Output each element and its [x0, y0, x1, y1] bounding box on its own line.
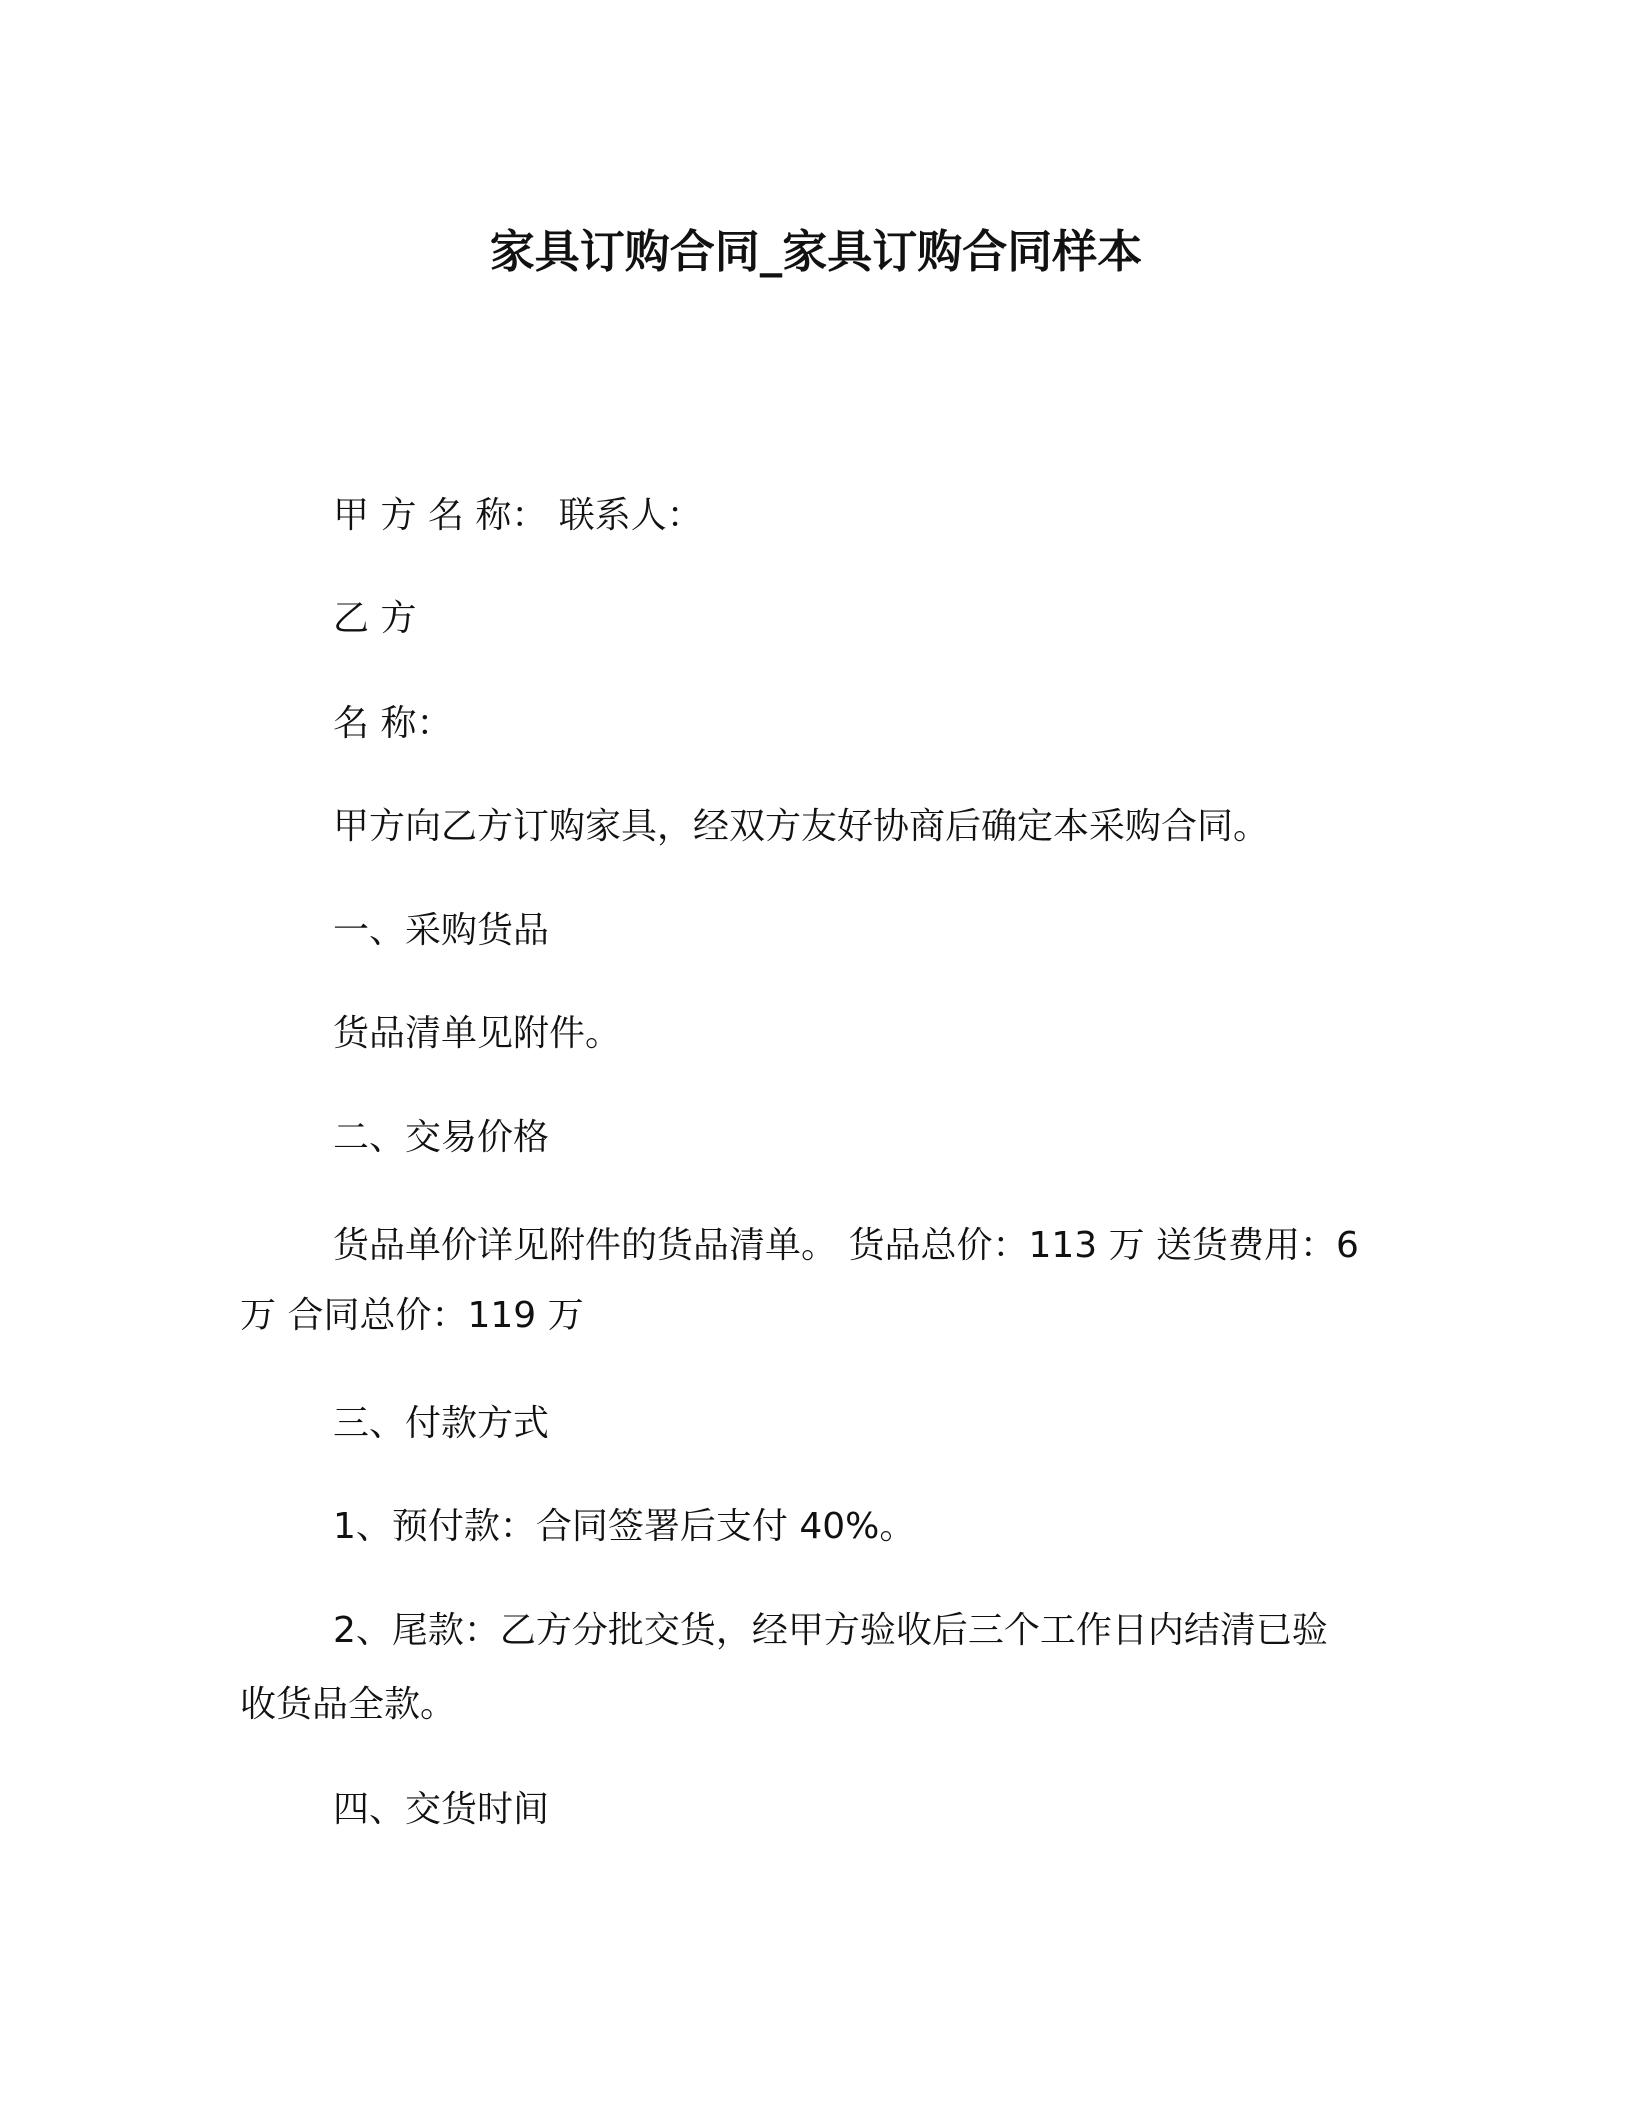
section-2-heading: 二、交易价格 — [333, 1117, 550, 1158]
section-1-text: 货品清单见附件。 — [333, 1013, 622, 1054]
section-4-heading: 四、交货时间 — [333, 1789, 550, 1830]
name-line: 名 称： — [333, 703, 453, 744]
section-3-item-1: 1、预付款：合同签署后支付 40%。 — [333, 1506, 916, 1547]
document-title: 家具订购合同_家具订购合同样本 — [489, 225, 1143, 278]
section-3-item-2-line-1: 2、尾款：乙方分批交货，经甲方验收后三个工作日内结清已验 — [333, 1610, 1328, 1651]
section-1-heading: 一、采购货品 — [333, 910, 550, 951]
section-3-item-2-line-2: 收货品全款。 — [240, 1684, 457, 1725]
party-b-line: 乙 方 — [333, 598, 417, 639]
section-3-heading: 三、付款方式 — [333, 1403, 550, 1444]
section-2-text-line-1: 货品单价详见附件的货品清单。 货品总价：113 万 送货费用：6 — [333, 1225, 1359, 1266]
section-2-text-line-2: 万 合同总价：119 万 — [240, 1295, 584, 1336]
intro-paragraph: 甲方向乙方订购家具，经双方友好协商后确定本采购合同。 — [333, 806, 1270, 847]
party-a-line: 甲 方 名 称： 联系人： — [333, 495, 703, 536]
